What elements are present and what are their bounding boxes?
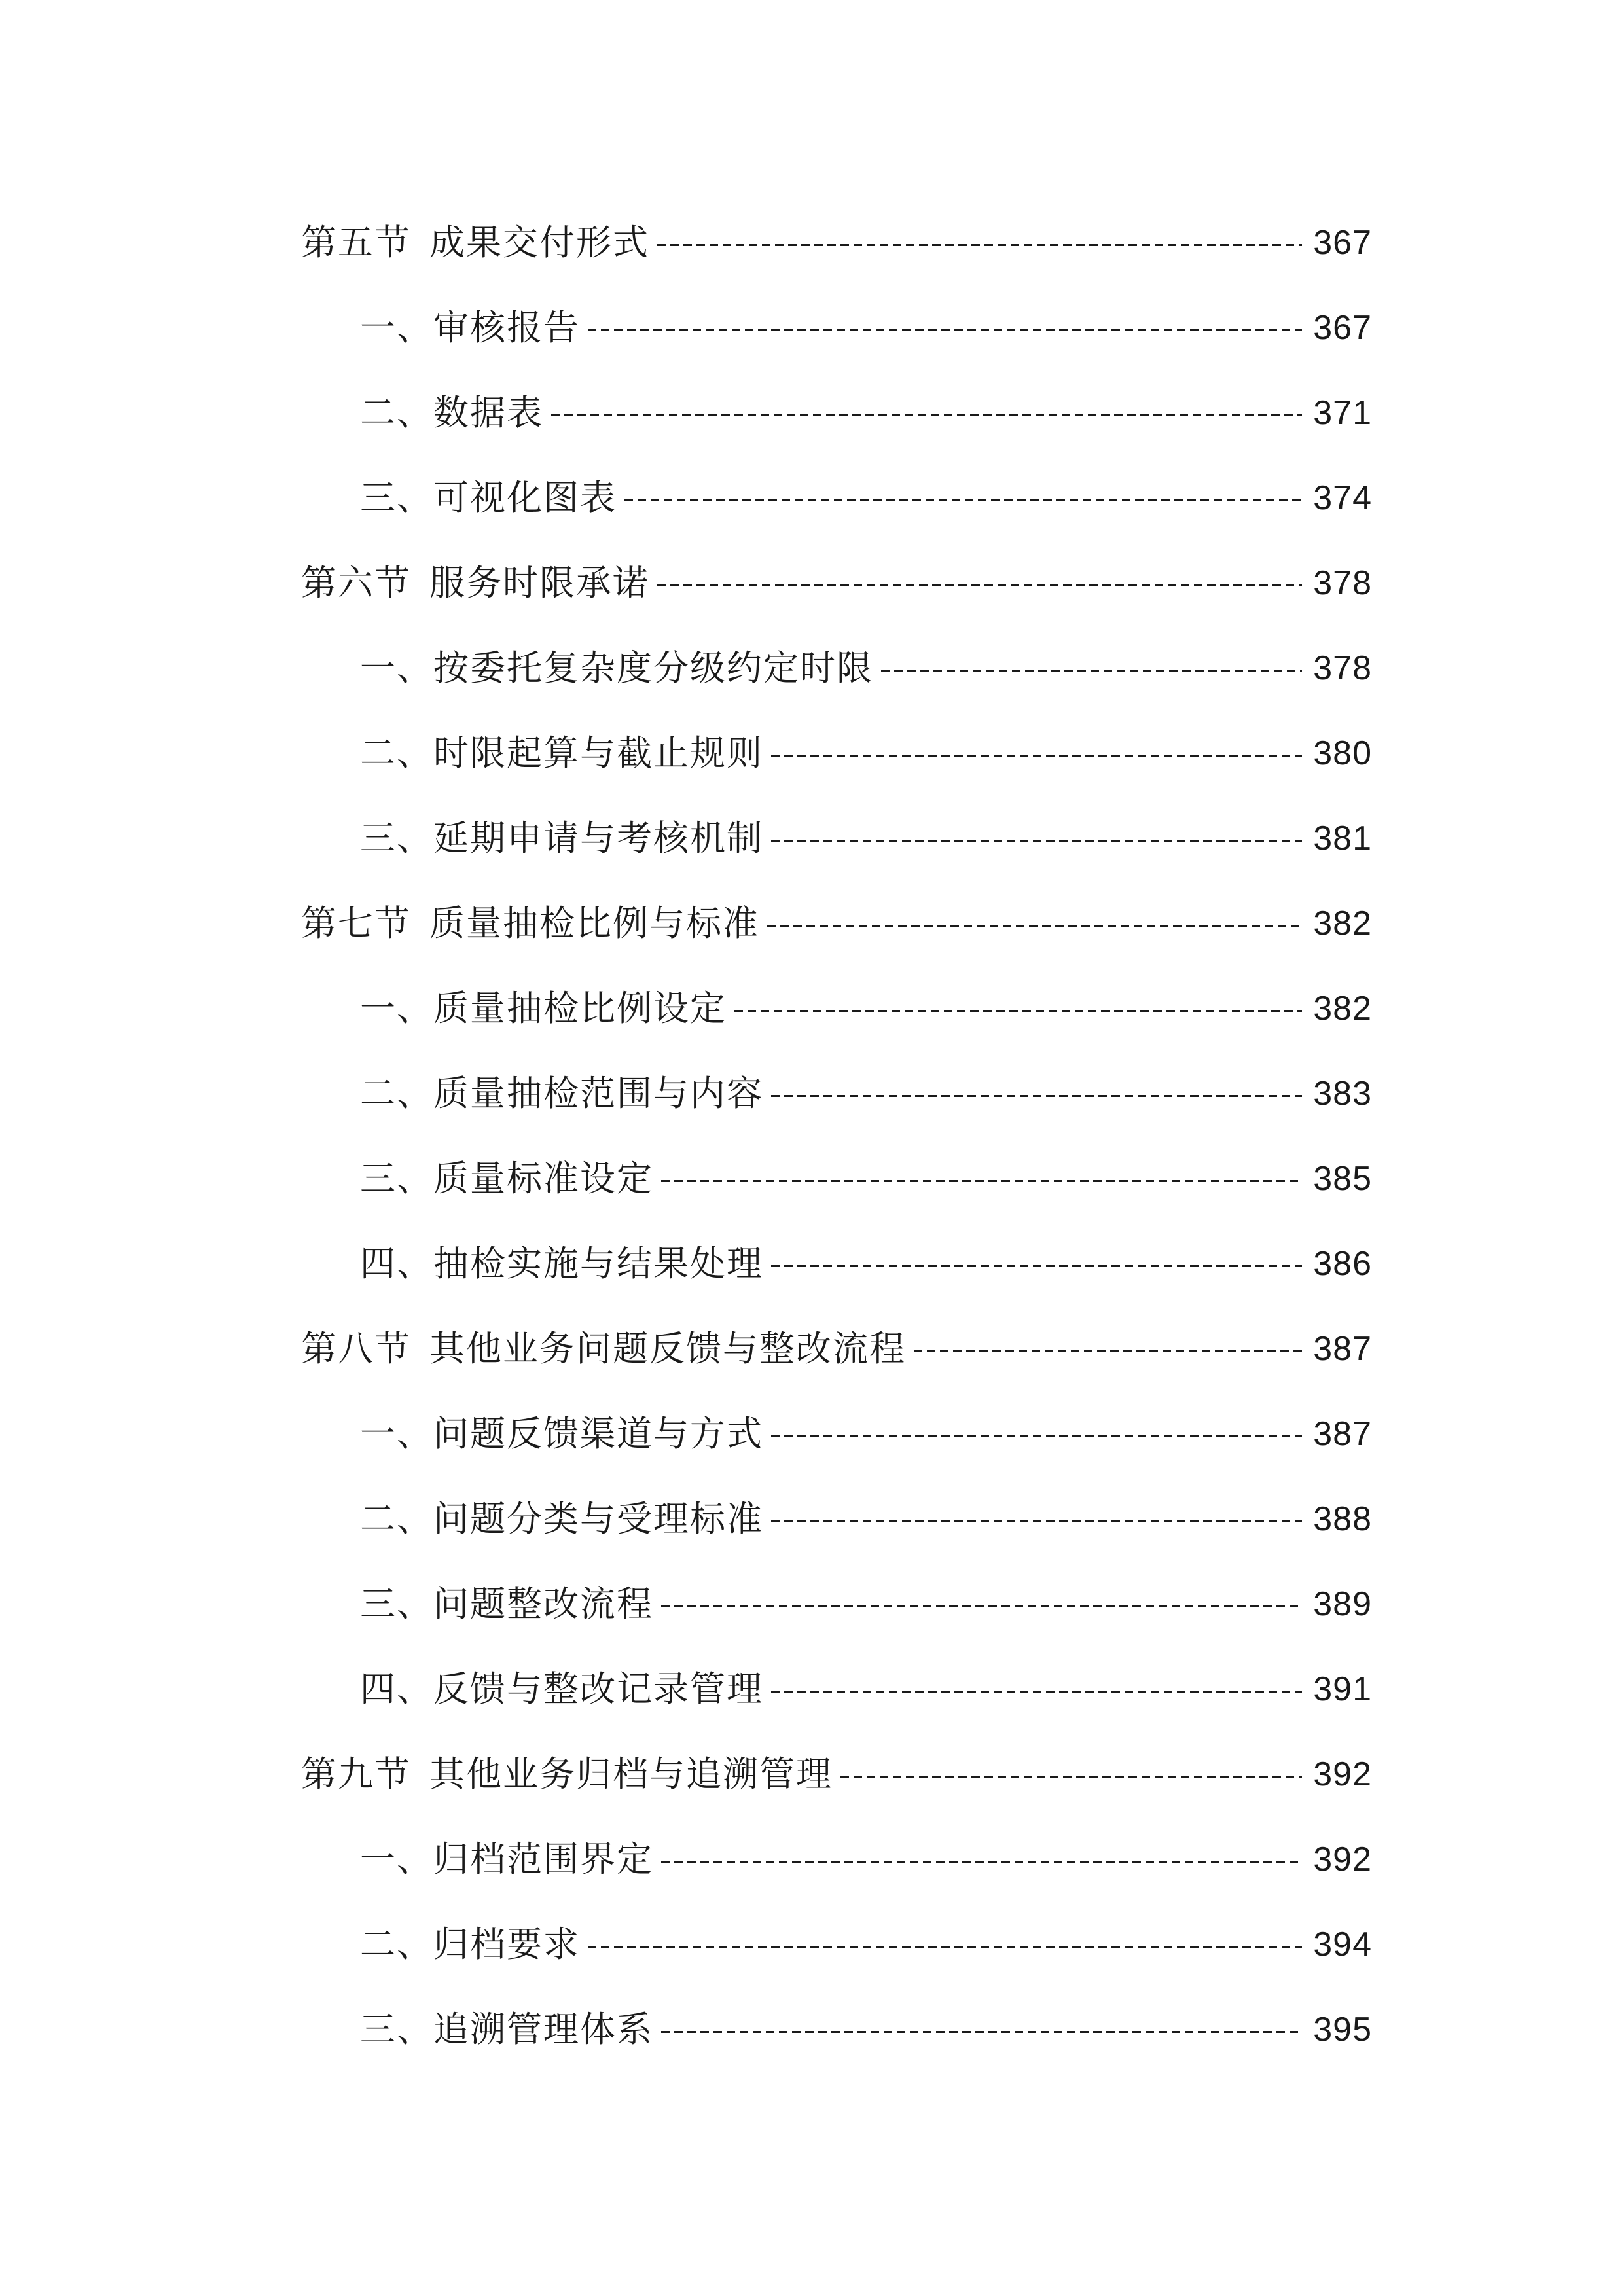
dot-leader [771, 840, 1302, 842]
table-of-contents [0, 200, 1624, 2072]
page-number: 387 [1313, 1415, 1372, 1453]
page-number: 386 [1313, 1245, 1372, 1283]
page-number: 380 [1313, 734, 1372, 772]
section-number: 第九节 [301, 1753, 411, 1795]
dot-leader [624, 499, 1302, 501]
page-number: 395 [1313, 2011, 1372, 2049]
toc-item-entry[interactable] [0, 285, 1624, 370]
dot-leader [734, 1010, 1302, 1012]
toc-item-entry[interactable] [0, 1136, 1624, 1221]
item-title: 一、审核报告 [360, 307, 580, 348]
page-number: 382 [1313, 990, 1372, 1028]
dot-leader [661, 1180, 1302, 1182]
section-number: 第五节 [301, 222, 411, 263]
page-number: 392 [1313, 1840, 1372, 1878]
dot-leader [771, 1691, 1302, 1693]
item-title: 三、质量标准设定 [360, 1158, 653, 1199]
section-number: 第八节 [301, 1328, 411, 1369]
dot-leader [657, 244, 1302, 246]
dot-leader [661, 1605, 1302, 1607]
item-title: 二、时限起算与截止规则 [360, 732, 763, 774]
toc-section-entry[interactable] [0, 200, 1624, 285]
page-number: 371 [1313, 394, 1372, 432]
toc-item-entry[interactable] [0, 1987, 1624, 2072]
dot-leader [661, 2031, 1302, 2033]
toc-section-entry[interactable] [0, 1306, 1624, 1391]
section-title: 服务时限承诺 [429, 562, 649, 603]
dot-leader [771, 755, 1302, 757]
dot-leader [771, 1265, 1302, 1267]
page-number: 367 [1313, 224, 1372, 262]
toc-item-entry[interactable] [0, 796, 1624, 881]
toc-item-entry[interactable] [0, 456, 1624, 541]
toc-item-entry[interactable] [0, 1817, 1624, 1902]
section-number: 第六节 [301, 562, 411, 603]
item-title: 一、问题反馈渠道与方式 [360, 1413, 763, 1454]
dot-leader [771, 1095, 1302, 1097]
toc-item-entry[interactable] [0, 626, 1624, 711]
dot-leader [881, 670, 1302, 672]
toc-entry-label [301, 1753, 833, 1795]
page-number: 382 [1313, 905, 1372, 942]
toc-entry-label [301, 903, 759, 944]
item-title: 四、抽检实施与结果处理 [360, 1243, 763, 1284]
toc-section-entry[interactable] [0, 881, 1624, 966]
dot-leader [588, 1946, 1302, 1948]
toc-item-entry[interactable] [0, 1391, 1624, 1477]
dot-leader [661, 1861, 1302, 1863]
page-number: 367 [1313, 309, 1372, 347]
page-number: 383 [1313, 1075, 1372, 1113]
page-number: 378 [1313, 649, 1372, 687]
item-title: 一、质量抽检比例设定 [360, 988, 727, 1029]
item-title: 一、归档范围界定 [360, 1839, 653, 1880]
item-title: 三、延期申请与考核机制 [360, 817, 763, 859]
item-title: 一、按委托复杂度分级约定时限 [360, 647, 873, 689]
page-number: 391 [1313, 1670, 1372, 1708]
section-title: 其他业务归档与追溯管理 [429, 1753, 833, 1795]
dot-leader [551, 414, 1302, 416]
dot-leader [588, 329, 1302, 331]
page-number: 381 [1313, 819, 1372, 857]
dot-leader [771, 1435, 1302, 1437]
toc-item-entry[interactable] [0, 1562, 1624, 1647]
toc-section-entry[interactable] [0, 1732, 1624, 1817]
page-number: 392 [1313, 1755, 1372, 1793]
toc-entry-label [301, 1328, 906, 1369]
dot-leader [657, 584, 1302, 586]
item-title: 四、反馈与整改记录管理 [360, 1668, 763, 1710]
section-number: 第七节 [301, 903, 411, 944]
item-title: 三、可视化图表 [360, 477, 617, 518]
item-title: 二、归档要求 [360, 1924, 580, 1965]
dot-leader [914, 1350, 1302, 1352]
page-number: 389 [1313, 1585, 1372, 1623]
toc-item-entry[interactable] [0, 370, 1624, 456]
section-title: 质量抽检比例与标准 [429, 903, 759, 944]
page-number: 378 [1313, 564, 1372, 602]
item-title: 二、质量抽检范围与内容 [360, 1073, 763, 1114]
toc-item-entry[interactable] [0, 711, 1624, 796]
page-number: 374 [1313, 479, 1372, 517]
page-number: 385 [1313, 1160, 1372, 1198]
item-title: 三、问题整改流程 [360, 1583, 653, 1624]
toc-item-entry[interactable] [0, 1051, 1624, 1136]
dot-leader [767, 925, 1302, 927]
toc-item-entry[interactable] [0, 966, 1624, 1051]
toc-entry-label [301, 222, 649, 263]
item-title: 三、追溯管理体系 [360, 2009, 653, 2050]
page-number: 394 [1313, 1926, 1372, 1964]
toc-item-entry[interactable] [0, 1647, 1624, 1732]
toc-item-entry[interactable] [0, 1477, 1624, 1562]
item-title: 二、数据表 [360, 392, 543, 433]
section-title: 成果交付形式 [429, 222, 649, 263]
dot-leader [840, 1776, 1302, 1778]
toc-section-entry[interactable] [0, 541, 1624, 626]
toc-entry-label [301, 562, 649, 603]
toc-item-entry[interactable] [0, 1902, 1624, 1987]
toc-item-entry[interactable] [0, 1221, 1624, 1306]
page-number: 388 [1313, 1500, 1372, 1538]
dot-leader [771, 1520, 1302, 1522]
page-number: 387 [1313, 1330, 1372, 1368]
item-title: 二、问题分类与受理标准 [360, 1498, 763, 1539]
section-title: 其他业务问题反馈与整改流程 [429, 1328, 906, 1369]
